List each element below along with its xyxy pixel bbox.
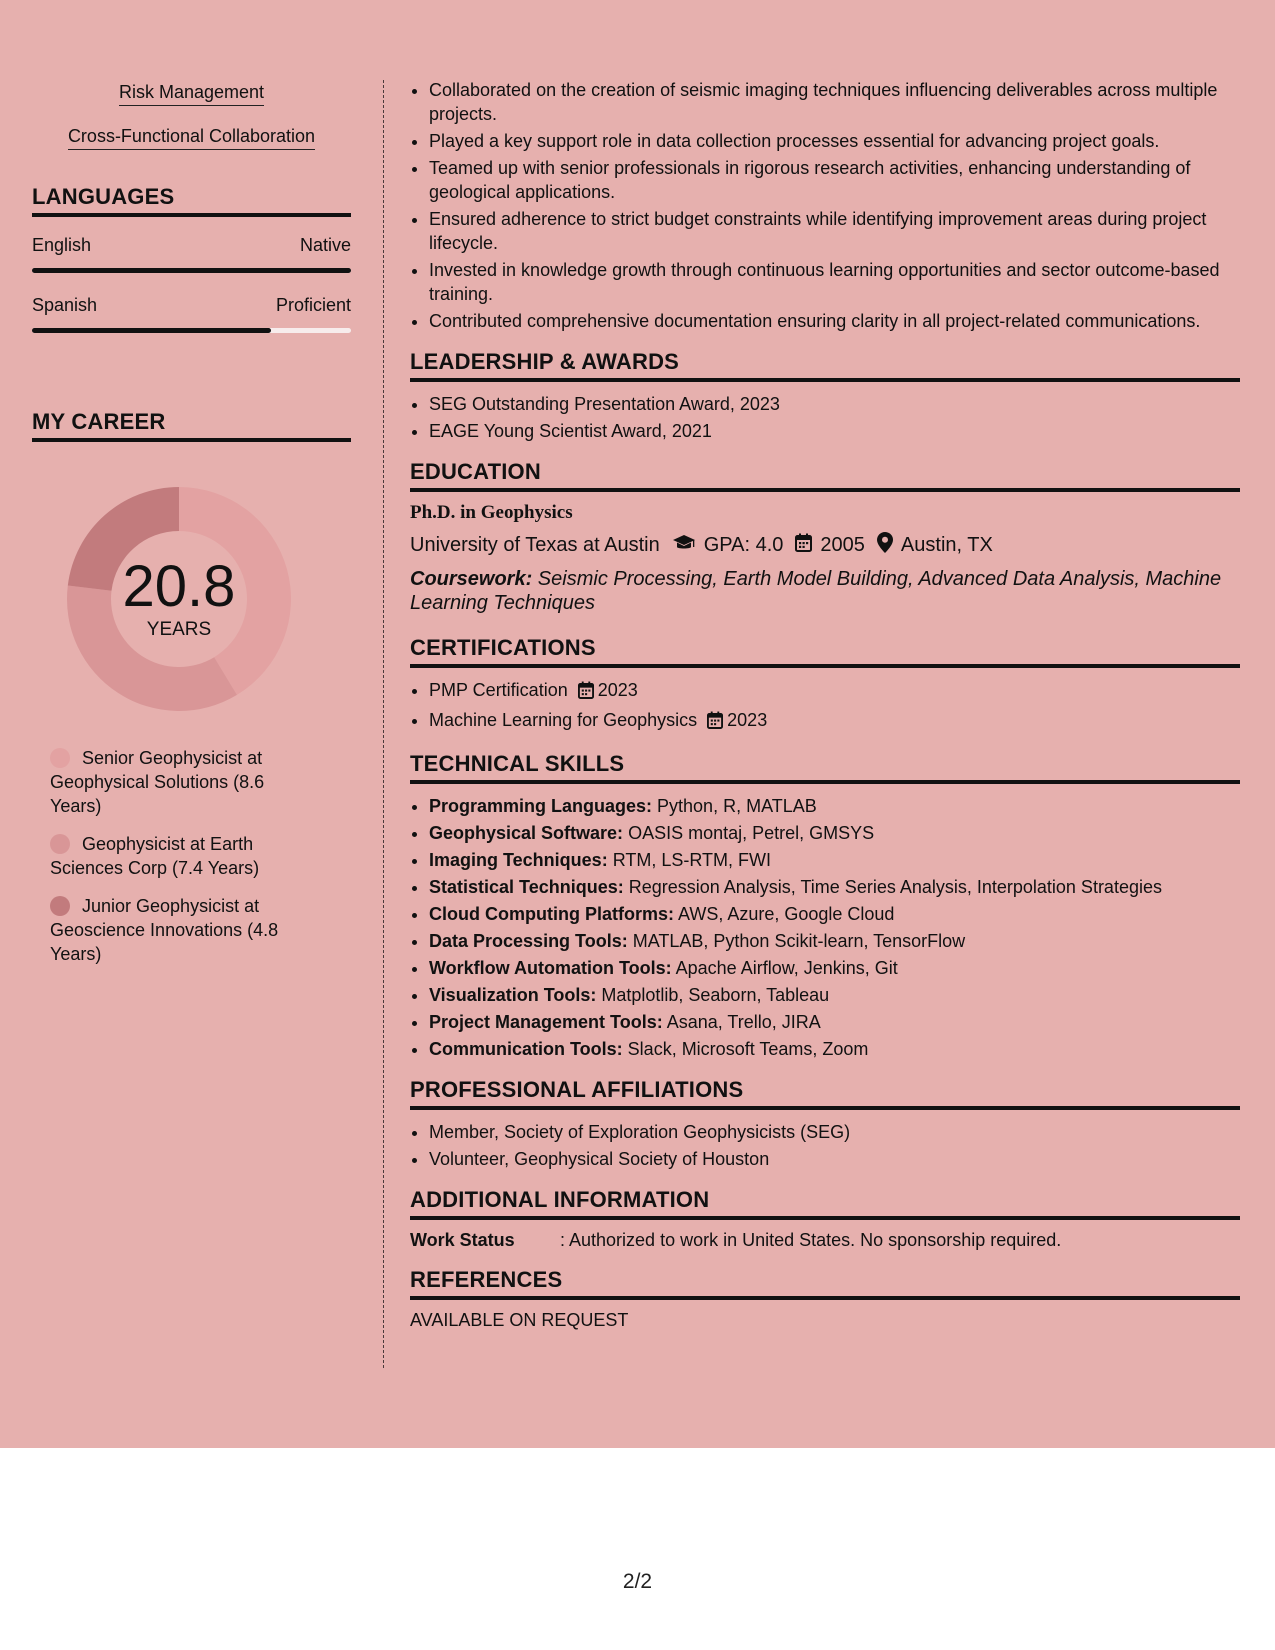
coursework: Coursework: Seismic Processing, Earth Model Building, Advanced Data Analysis, Machine Learning Techniques [410, 568, 1222, 614]
legend-item: Geophysicist at Earth Sciences Corp (7.4 Years) [50, 834, 260, 878]
references-text: AVAILABLE ON REQUEST [410, 1310, 629, 1330]
work-status-value: : Authorized to work in United States. No sponsorship required. [560, 1230, 1062, 1250]
graduation-year: 2005 [820, 534, 865, 556]
language-bar-fill [32, 268, 351, 273]
legend-dot-icon [50, 834, 70, 854]
legend-dot-icon [50, 748, 70, 768]
list-item: • Imaging Techniques: RTM, LS-RTM, FWI [429, 848, 1240, 872]
right-column [410, 78, 1240, 1331]
list-item: • Visualization Tools: Matplotlib, Seaborn, Tableau [429, 983, 1240, 1007]
calendar-icon [707, 711, 723, 735]
education-location: Austin, TX [900, 534, 993, 556]
calendar-icon [578, 681, 594, 705]
gpa: GPA: 4.0 [703, 534, 784, 556]
list-item: • Workflow Automation Tools: Apache Airflow, Jenkins, Git [429, 956, 1240, 980]
career-legend [50, 746, 300, 966]
language-name: English [32, 235, 92, 255]
language-name: Spanish [32, 295, 98, 315]
language-spanish [32, 295, 351, 333]
calendar-icon [795, 533, 812, 558]
list-item: • Cloud Computing Platforms: AWS, Azure, Google Cloud [429, 902, 1240, 926]
technical-skills-list [410, 794, 1240, 1061]
list-item: • Machine Learning for Geophysics 2023 [429, 708, 1240, 735]
list-item: • Ensured adherence to strict budget constraints while identifying improvement areas during project lifecycle. [429, 207, 1240, 255]
list-item: • EAGE Young Scientist Award, 2021 [429, 419, 1240, 443]
skill-item: Cross-Functional Collaboration [32, 126, 351, 150]
education-meta [410, 532, 1240, 559]
list-item: • Geophysical Software: OASIS montaj, Petrel, GMSYS [429, 821, 1240, 845]
list-item: • Collaborated on the creation of seismic imaging techniques influencing deliverables across multiple projects. [429, 78, 1240, 126]
list-item: • Statistical Techniques: Regression Analysis, Time Series Analysis, Interpolation Strategies [429, 875, 1240, 899]
language-bar-fill [32, 328, 271, 333]
work-status-row [410, 1230, 1240, 1251]
legend-item: Junior Geophysicist at Geoscience Innovations (4.8 Years) [50, 896, 279, 964]
skill-item: Risk Management [32, 82, 351, 106]
affiliations-heading: PROFESSIONAL AFFILIATIONS [410, 1077, 1240, 1110]
career-donut-chart [64, 484, 294, 714]
technical-skills-heading: TECHNICAL SKILLS [410, 751, 1240, 784]
list-item: • PMP Certification 2023 [429, 678, 1240, 705]
graduation-cap-icon [672, 534, 696, 558]
degree-title: Ph.D. in Geophysics [410, 502, 573, 523]
experience-bullets [410, 78, 1240, 333]
additional-info-heading: ADDITIONAL INFORMATION [410, 1187, 1240, 1220]
legend-dot-icon [50, 896, 70, 916]
list-item: • Programming Languages: Python, R, MATLAB [429, 794, 1240, 818]
references-heading: REFERENCES [410, 1267, 1240, 1300]
certifications-heading: CERTIFICATIONS [410, 635, 1240, 668]
list-item: • SEG Outstanding Presentation Award, 2023 [429, 392, 1240, 416]
list-item: • Member, Society of Exploration Geophysicists (SEG) [429, 1120, 1240, 1144]
left-column [32, 82, 351, 980]
list-item: • Communication Tools: Slack, Microsoft Teams, Zoom [429, 1037, 1240, 1061]
list-item: • Played a key support role in data collection processes essential for advancing project goals. [429, 129, 1240, 153]
language-bar [32, 328, 351, 333]
affiliations-list [410, 1120, 1240, 1171]
language-level: Native [299, 235, 351, 255]
column-divider [383, 80, 384, 1368]
location-pin-icon [877, 532, 893, 559]
language-english [32, 235, 351, 273]
list-item: • Project Management Tools: Asana, Trello, JIRA [429, 1010, 1240, 1034]
language-level: Proficient [275, 295, 351, 315]
languages-heading: LANGUAGES [32, 184, 351, 217]
list-item: • Teamed up with senior professionals in rigorous research activities, enhancing understanding of geological applications. [429, 156, 1240, 204]
career-years-label: YEARS [146, 619, 212, 640]
school-name: University of Texas at Austin [410, 534, 660, 556]
leadership-heading: LEADERSHIP & AWARDS [410, 349, 1240, 382]
certifications-list [410, 678, 1240, 735]
career-heading: MY CAREER [32, 409, 351, 442]
language-bar [32, 268, 351, 273]
list-item: • Contributed comprehensive documentation ensuring clarity in all project-related communications. [429, 309, 1240, 333]
list-item: • Data Processing Tools: MATLAB, Python Scikit-learn, TensorFlow [429, 929, 1240, 953]
list-item: • Invested in knowledge growth through continuous learning opportunities and sector outcome-based training. [429, 258, 1240, 306]
page-number: 2/2 [622, 1570, 653, 1593]
work-status-label: Work Status [410, 1230, 515, 1250]
career-total-years: 20.8 [122, 554, 236, 619]
list-item: • Volunteer, Geophysical Society of Houston [429, 1147, 1240, 1171]
education-heading: EDUCATION [410, 459, 1240, 492]
legend-item: Senior Geophysicist at Geophysical Solutions (8.6 Years) [50, 748, 265, 816]
leadership-list [410, 392, 1240, 443]
